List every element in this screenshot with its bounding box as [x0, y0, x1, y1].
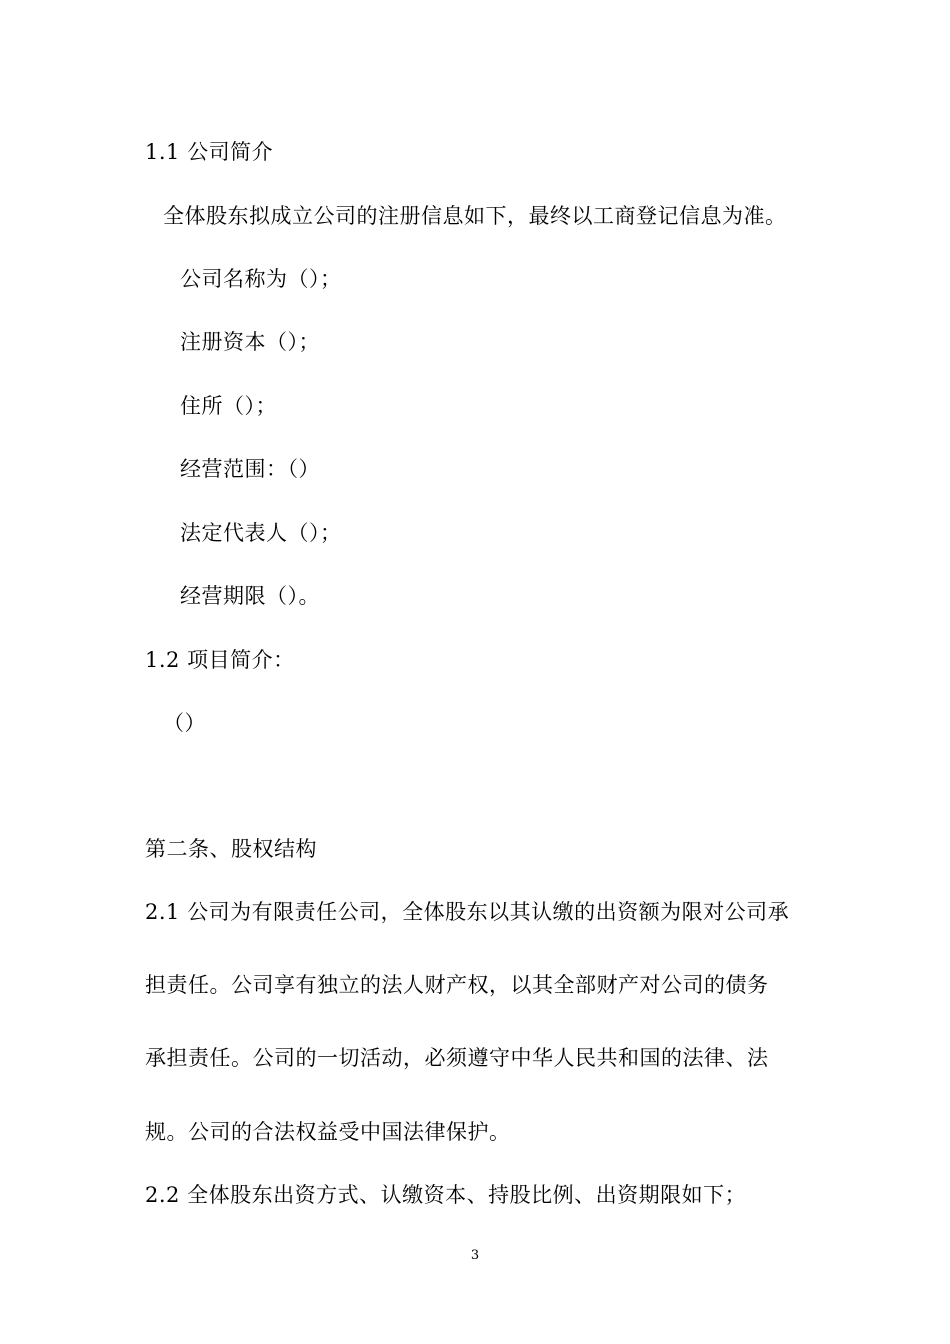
para-2-1-line: 规。公司的合法权益受中国法律保护。: [145, 1120, 511, 1144]
section-1-1-intro: 全体股东拟成立公司的注册信息如下，最终以工商登记信息为准。: [163, 204, 787, 228]
info-item-business-term: 经营期限（）。: [180, 584, 320, 608]
para-2-1-line: 2.1 公司为有限责任公司，全体股东以其认缴的出资额为限对公司承: [145, 900, 790, 924]
para-2-1-line: 担责任。公司享有独立的法人财产权，以其全部财产对公司的债务: [145, 973, 769, 997]
info-item-address: 住所（）；: [180, 394, 277, 418]
section-1-2-heading: 1.2 项目简介：: [145, 648, 295, 672]
page-number: 3: [470, 1248, 480, 1263]
section-1-2-content: （）: [163, 711, 206, 735]
info-item-business-scope: 经营范围：（）: [180, 457, 320, 481]
para-2-1-line: 承担责任。公司的一切活动，必须遵守中华人民共和国的法律、法: [145, 1046, 769, 1070]
section-1-1-heading: 1.1 公司简介: [145, 140, 274, 164]
info-item-company-name: 公司名称为（）；: [180, 267, 342, 291]
article-2-heading: 第二条、股权结构: [145, 837, 317, 861]
para-2-2: 2.2 全体股东出资方式、认缴资本、持股比例、出资期限如下；: [145, 1183, 747, 1207]
info-item-legal-representative: 法定代表人（）；: [180, 521, 342, 545]
info-item-registered-capital: 注册资本（）；: [180, 330, 320, 354]
